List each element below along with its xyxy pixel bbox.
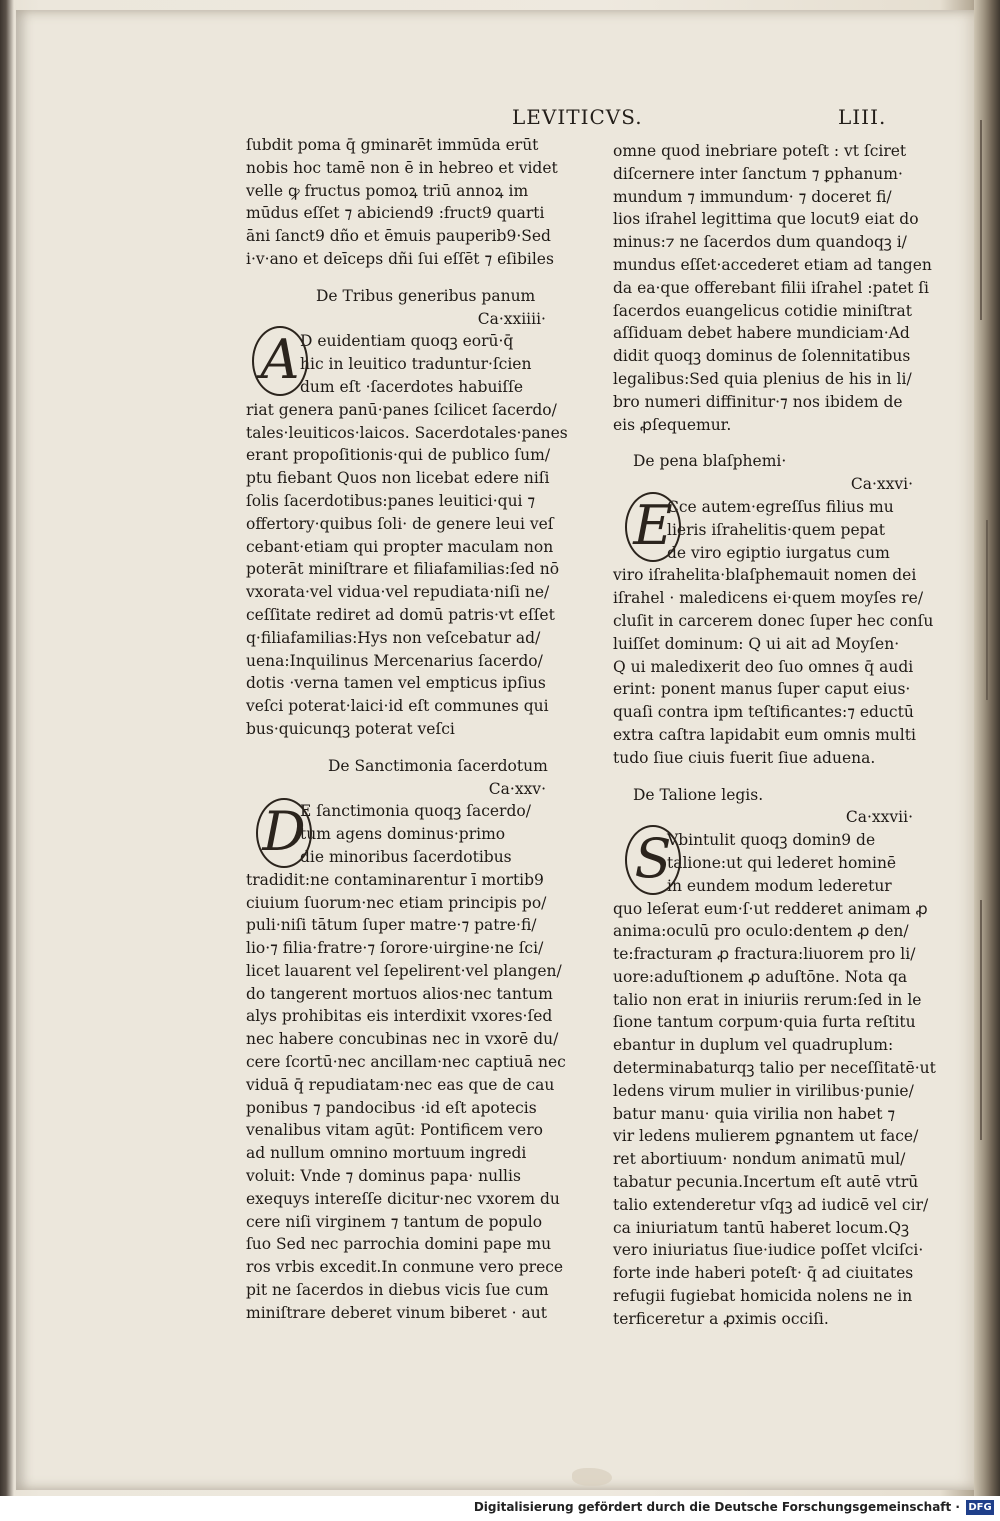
text-line: ſacerdos euangelicus cotidie miniſtrat: [613, 301, 912, 320]
text-line: ciuium ſuorum·nec etiam principis po/: [246, 893, 547, 912]
text-line: viduā q̄ repudiatam·nec eas que de cau: [246, 1075, 555, 1094]
text-line: pit ne ſacerdos in diebus vicis ſue cum: [246, 1281, 549, 1300]
text-line: tales·leuiticos·laicos. Sacerdotales·panes: [246, 423, 568, 442]
text-line: dum eſt ·ſacerdotes habuiſſe: [300, 377, 524, 396]
text-line: erant propoſitionis·qui de publico ſum/: [246, 446, 551, 465]
text-line: riat genera panū·panes ſcilicet ſacerdo/: [246, 400, 557, 419]
text-line: mūdus eſſet ⁊ abiciend9 :fruct9 quarti: [246, 204, 545, 223]
text-line: talione:ut qui lederet hominē: [667, 853, 897, 872]
text-line: nec habere concubinas nec in vxorē du/: [246, 1030, 559, 1049]
text-line: veſci poterat·laici·id eſt communes qui: [246, 697, 549, 716]
text-line: didit quoqꝫ dominus de ſolennitatibus: [613, 347, 911, 366]
section-body: [613, 493, 934, 770]
left-column: [246, 134, 568, 1325]
text-line: talio non erat in iniuriis rerum:ſed in le: [613, 990, 922, 1009]
section-body: [246, 800, 566, 1324]
chapter-number: Ca·xxvii·: [845, 808, 913, 827]
text-line: vir ledens mulierem ꝑgnantem ut face/: [613, 1127, 919, 1146]
text-line: ad nullum omnino mortuum ingredi: [246, 1144, 527, 1163]
text-line: i·v·ano et deīceps dñi ſui eſſēt ⁊ eſibiles: [246, 249, 554, 268]
text-line: refugii fugiebat homicida nolens ne in: [613, 1287, 913, 1306]
text-line: anima:oculū pro oculo:dentem ꝓ den/: [613, 922, 909, 941]
text-line: D euidentiam quoqꝫ eorū·q̄: [300, 332, 514, 351]
text-line: nobis hoc tamē non ē in hebreo et videt: [246, 158, 558, 177]
text-line: ret abortiuum· nondum animatū mul/: [613, 1150, 906, 1169]
text-line: ptu fiebant Quos non licebat edere niſi: [246, 469, 550, 488]
chapter-number: Ca·xxiiii·: [477, 309, 546, 328]
text-line: ſolis ſacerdotibus:panes leuitici·qui ⁊: [246, 491, 536, 510]
text-line: cluſit in carcerem donec ſuper hec conſu: [613, 611, 934, 630]
decorated-initial: E: [625, 492, 681, 562]
text-line: hic in leuitico traduntur·ſcien: [300, 355, 532, 374]
decorated-initial: D: [256, 798, 312, 868]
text-line: luiſſet dominum: Q ui ait ad Moyſen·: [613, 634, 900, 653]
text-line: tradidit:ne contaminarentur ī mortib9: [246, 870, 544, 889]
text-line: Cce autem·egreſſus filius mu: [667, 497, 894, 516]
page-edge: [974, 0, 1000, 1496]
chapter-number: Ca·xxv·: [488, 779, 546, 798]
text-line: cere niſi virginem ⁊ tantum de populo: [246, 1212, 543, 1231]
text-line: lio·⁊ filia·fratre·⁊ ſorore·uirgine·ne ſci/: [246, 939, 544, 958]
text-line: miniſtrare deberet vinum biberet · aut: [246, 1303, 547, 1322]
text-line: da ea·que offerebant filii iſrahel :patet ſi: [613, 278, 929, 297]
decorated-initial: S: [625, 825, 681, 895]
text-line: omne quod inebriare poteſt : vt ſciret: [613, 142, 907, 160]
right-column: [613, 140, 936, 1331]
paper-stain: [572, 1468, 612, 1486]
text-line: determinabaturqꝫ talio per neceſſitatē·ut: [613, 1059, 936, 1078]
running-head: LEVITICVS.: [512, 105, 643, 129]
text-line: puli·niſi tātum ſuper matre·⁊ patre·fi/: [246, 916, 537, 935]
footer-bar: [0, 1496, 1000, 1521]
text-line: tudo ſiue ciuis fuerit ſiue aduena.: [613, 748, 876, 767]
text-line: uena:Inquilinus Mercenarius ſacerdo/: [246, 651, 543, 670]
text-line: velle ꝙ fructus pomoꝝ triū annoꝝ im: [246, 181, 529, 200]
section-body: [613, 827, 936, 1331]
text-line: lios iſrahel legittima que locut9 eiat do: [613, 210, 919, 229]
text-line: vero iniuriatus ſiue·iudice poſſet vlciſci·: [613, 1241, 924, 1260]
section-body: [246, 328, 568, 740]
dfg-logo: DFG: [966, 1500, 994, 1515]
text-line: poterāt miniſtrare et filiafamilias:ſed nō: [246, 560, 560, 579]
text-line: ros vrbis excedit.In conmune vero prece: [246, 1258, 564, 1277]
text-line: vxorata·vel vidua·vel repudiata·niſi ne/: [246, 583, 550, 602]
text-line: tabatur pecunia.Incertum eſt autē vtrū: [613, 1173, 919, 1192]
text-line: ebantur in duplum vel quadruplum:: [613, 1036, 894, 1055]
funding-credit: Digitalisierung gefördert durch die Deutsche Forschungsgemeinschaft ·: [473, 1500, 960, 1514]
text-line: cere ſcortū·nec ancillam·nec captiuā nec: [246, 1053, 566, 1072]
section-heading: De pena blaſphemi·: [633, 452, 787, 471]
text-line: eis ꝓſequemur.: [613, 415, 732, 434]
text-line: mundum ⁊ immundum· ⁊ doceret fi/: [613, 187, 892, 206]
text-line: Q ui maledixerit deo ſuo omnes q̄ audi: [613, 657, 914, 676]
text-line: mundus eſſet·accederet etiam ad tangen: [613, 255, 932, 274]
text-line: venalibus vitam agūt: Pontificem vero: [246, 1121, 543, 1140]
text-line: minus:⁊ ne ſacerdos dum quandoqꝫ i/: [613, 233, 907, 252]
text-line: cebant·etiam qui propter maculam non: [246, 537, 554, 556]
text-line: offertory·quibus ſoli· de genere leui veſ: [246, 514, 554, 533]
text-line: alys prohibitas eis interdixit vxores·ſed: [246, 1007, 553, 1026]
text-line: terficeretur a ꝓximis occiſi.: [613, 1309, 829, 1328]
text-line: ſubdit poma q̄ gminarēt immūda erūt: [246, 136, 539, 154]
text-line: de viro egiptio iurgatus cum: [667, 543, 890, 562]
text-line: legalibus:Sed quia plenius de his in li/: [613, 369, 912, 388]
section-heading: De Sanctimonia ſacerdotum: [328, 756, 548, 775]
text-line: bro numeri diffinitur·⁊ nos ibidem de: [613, 392, 903, 411]
text-line: lieris iſrahelitis·quem pepat: [667, 520, 886, 539]
folio-number: LIII.: [838, 105, 887, 129]
text-line: bus·quicunqꝫ poterat veſci: [246, 719, 455, 738]
text-line: die minoribus ſacerdotibus: [300, 847, 512, 866]
text-line: erint: ponent manus ſuper caput eius·: [613, 680, 911, 699]
text-line: in eundem modum lederetur: [667, 876, 892, 895]
decorated-initial: A: [252, 326, 308, 396]
text-line: quaſi contra ipm teſtificantes:⁊ eductū: [613, 703, 914, 722]
text-line: ceſſitate rediret ad domū patris·vt eſſet: [246, 605, 555, 624]
text-line: iſrahel · maledicens ei·quem moyſes re/: [613, 589, 924, 608]
text-line: dotis ·verna tamen vel empticus ipſius: [246, 674, 546, 693]
text-line: ca iniuriatum tantū haberet locum.Qꝫ: [613, 1218, 910, 1237]
text-line: ſuo Sed nec parrochia domini pape mu: [246, 1235, 552, 1254]
text-line: E ſanctimonia quoqꝫ ſacerdo/: [300, 802, 531, 821]
section-heading: De Talione legis.: [633, 785, 764, 804]
text-line: licet lauarent vel ſepelirent·vel plangen/: [246, 961, 562, 980]
text-line: extra caſtra lapidabit eum omnis multi: [613, 725, 916, 744]
text-line: voluit: Vnde ⁊ dominus papa· nullis: [246, 1167, 521, 1186]
text-line: do tangerent mortuos alios·nec tantum: [246, 984, 553, 1003]
section-heading: De Tribus generibus panum: [316, 286, 536, 305]
text-line: Vbintulit quoqꝫ domin9 de: [667, 831, 876, 850]
text-line: viro iſrahelita·blaſphemauit nomen dei: [613, 566, 917, 585]
chapter-number: Ca·xxvi·: [850, 475, 913, 494]
text-line: āni ſanct9 dño et ēmuis pauperib9·Sed: [246, 227, 551, 246]
text-line: te:fracturam ꝓ fractura:liuorem pro li/: [613, 945, 916, 964]
text-line: exequys intereſſe dicitur·nec vxorem du: [246, 1189, 560, 1208]
text-line: quo leſerat eum·ſ·ut redderet animam ꝓ: [613, 899, 928, 918]
text-line: aſſiduam debet habere mundiciam·Ad: [613, 324, 910, 343]
text-line: talio extenderetur vſqꝫ ad iudicē vel cir/: [613, 1195, 929, 1214]
text-line: q·filiafamilias:Hys non veſcebatur ad/: [246, 628, 541, 647]
text-line: batur manu· quia virilia non habet ⁊: [613, 1104, 896, 1123]
text-line: ponibus ⁊ pandocibus ·id eſt apotecis: [246, 1098, 537, 1117]
text-line: forte inde haberi poteſt· q̄ ad ciuitates: [613, 1264, 914, 1283]
text-line: ſione tantum corpum·quia furta reſtitu: [613, 1013, 916, 1032]
text-line: tum agens dominus·primo: [300, 825, 506, 844]
text-line: ledens virum mulier in virilibus·punie/: [613, 1081, 914, 1100]
text-line: diſcernere inter ſanctum ⁊ ꝑphanum·: [613, 164, 903, 183]
text-line: uore:aduſtionem ꝓ aduſtōne. Nota qa: [613, 967, 908, 986]
